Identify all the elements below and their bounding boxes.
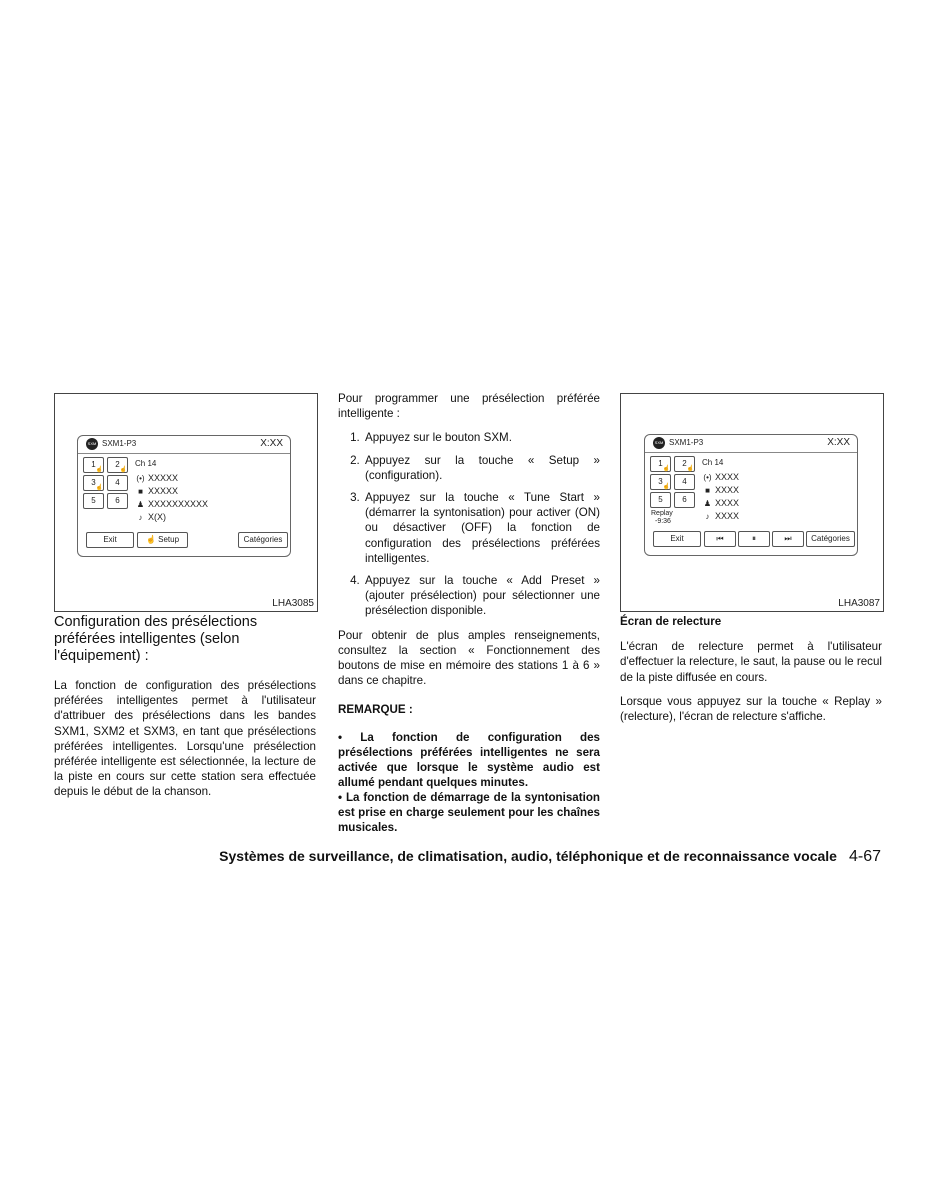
setup-button[interactable]: ☝ Setup: [137, 532, 188, 548]
signal-icon: (•): [703, 473, 712, 482]
categories-button[interactable]: Catégories: [238, 532, 288, 548]
categories-button[interactable]: Catégories: [806, 531, 855, 547]
music-note-icon: ♪: [705, 512, 710, 521]
band-title: SXM1-P3: [102, 439, 137, 448]
figure-code: LHA3085: [272, 598, 314, 609]
preset-button-6[interactable]: 6: [107, 493, 128, 509]
info-row-artist: ♟ XXXXXXXXXX: [136, 499, 209, 509]
note-item: • La fonction de configuration des présélections préférées intelligentes ne sera activée que lorsque le système audio est allumé pendant quelques minutes.: [338, 730, 600, 789]
hand-icon: ☝: [662, 466, 670, 472]
hand-icon: ☝: [662, 484, 670, 490]
exit-button[interactable]: Exit: [86, 532, 134, 548]
preset-button-6[interactable]: 6: [674, 492, 695, 508]
section-heading: Configuration des présélections préférées intelligentes (selon l'équipement) :: [54, 614, 258, 664]
preset-button-5[interactable]: 5: [83, 493, 104, 509]
column-3-text: [620, 614, 882, 733]
figure-replay-screen: [620, 393, 884, 612]
pause-icon: ⏸: [752, 534, 756, 543]
rewind-icon: ⏮: [716, 534, 724, 543]
sxm-logo: SXM: [86, 438, 98, 450]
artist-icon: ♟: [703, 499, 712, 508]
step-item: 1. Appuyez sur le bouton SXM.: [363, 430, 600, 445]
preset-button-1[interactable]: 1 ☝: [650, 456, 671, 472]
music-note-icon: ♪: [138, 513, 143, 522]
display-screen: [77, 435, 291, 557]
hand-icon: ☝: [119, 467, 127, 473]
preset-button-3[interactable]: 3 ☝: [83, 475, 104, 491]
step-item: 3. Appuyez sur la touche « Tune Start » (démarrer la syntonisation) pour activer (ON) ou désactiver (OFF) la fonction de configuration des présélections préférées intelligentes.: [363, 490, 600, 566]
column-2-text: [338, 391, 600, 835]
step-item: 4. Appuyez sur la touche « Add Preset » (ajouter présélection) pour sélectionner une présélection disponible.: [363, 573, 600, 619]
note-title: REMARQUE :: [338, 703, 413, 717]
info-row-channel: (•) XXXX: [703, 472, 740, 482]
screen-header: [78, 436, 290, 454]
hand-icon: ☝: [686, 466, 694, 472]
page-footer: [219, 848, 881, 866]
intro-paragraph: Pour programmer une présélection préférée intelligente :: [338, 392, 600, 421]
preset-button-2[interactable]: 2 ☝: [107, 457, 128, 473]
info-row-category: ■ XXXXX: [135, 486, 178, 496]
channel-label: Ch 14: [135, 459, 157, 468]
sxm-logo: SXM: [653, 437, 665, 449]
clock: X:XX: [260, 438, 283, 449]
forward-icon: ⏭: [784, 534, 792, 543]
folder-icon: ■: [705, 486, 710, 495]
replay-time: -9:36: [655, 518, 671, 525]
screen-header: [645, 435, 857, 453]
hand-icon: ☝: [95, 467, 103, 473]
info-row-category: ■ XXXX: [702, 485, 739, 495]
info-row-song: ♪ X(X): [135, 512, 166, 522]
body-paragraph: La fonction de configuration des présélections préférées intelligentes permet à l'utilisateur d'attribuer des présélections dans les bandes SXM1, SXM2 et SXM3, en tant que présélections préférées intelligentes. Lorsqu'une présélection préférée intelligente est sélectionnée, la lecture de la piste en cours sur cette station sera effectuée depuis le début de la chanson.: [54, 679, 316, 799]
artist-icon: ♟: [136, 500, 145, 509]
preset-button-3[interactable]: 3 ☝: [650, 474, 671, 490]
preset-button-5[interactable]: 5: [650, 492, 671, 508]
replay-label[interactable]: Replay: [651, 510, 673, 517]
preset-button-2[interactable]: 2 ☝: [674, 456, 695, 472]
steps-list: [338, 430, 600, 618]
preset-button-4[interactable]: 4: [107, 475, 128, 491]
figure-code: LHA3087: [838, 598, 880, 609]
more-info-paragraph: Pour obtenir de plus amples renseignements, consultez la section « Fonctionnement des boutons de mise en mémoire des stations 1 à 6 » dans ce chapitre.: [338, 628, 600, 688]
folder-icon: ■: [138, 487, 143, 496]
body-paragraph: L'écran de relecture permet à l'utilisateur d'effectuer la relecture, le saut, la pause ou le recul de la piste diffusée en cours.: [620, 640, 882, 684]
pause-button[interactable]: [738, 531, 770, 547]
forward-button[interactable]: [772, 531, 804, 547]
clock: X:XX: [827, 437, 850, 448]
signal-icon: (•): [136, 474, 145, 483]
info-row-channel: (•) XXXXX: [136, 473, 179, 483]
section-heading: Écran de relecture: [620, 615, 722, 628]
rewind-button[interactable]: [704, 531, 736, 547]
body-paragraph: Lorsque vous appuyez sur la touche « Replay » (relecture), l'écran de relecture s'affiche.: [620, 694, 882, 724]
info-row-artist: ♟ XXXX: [703, 498, 740, 508]
channel-label: Ch 14: [702, 458, 724, 467]
hand-icon: ☝: [95, 485, 103, 491]
page-number: 4-67: [848, 848, 881, 865]
note-item: • La fonction de démarrage de la syntonisation est prise en charge seulement pour les chaînes musicales.: [338, 790, 600, 834]
column-1-text: [54, 614, 316, 809]
exit-button[interactable]: Exit: [653, 531, 701, 547]
preset-button-4[interactable]: 4: [674, 474, 695, 490]
preset-button-1[interactable]: 1 ☝: [83, 457, 104, 473]
step-item: 2. Appuyez sur la touche « Setup » (configuration).: [363, 453, 600, 483]
footer-title: Systèmes de surveillance, de climatisation, audio, téléphonique et de reconnaissance vocale: [219, 848, 837, 864]
display-screen: [644, 434, 858, 556]
hand-icon: ☝: [145, 535, 156, 544]
band-title: SXM1-P3: [669, 438, 704, 447]
info-row-song: ♪ XXXX: [702, 511, 739, 521]
figure-smart-favorites: [54, 393, 318, 612]
